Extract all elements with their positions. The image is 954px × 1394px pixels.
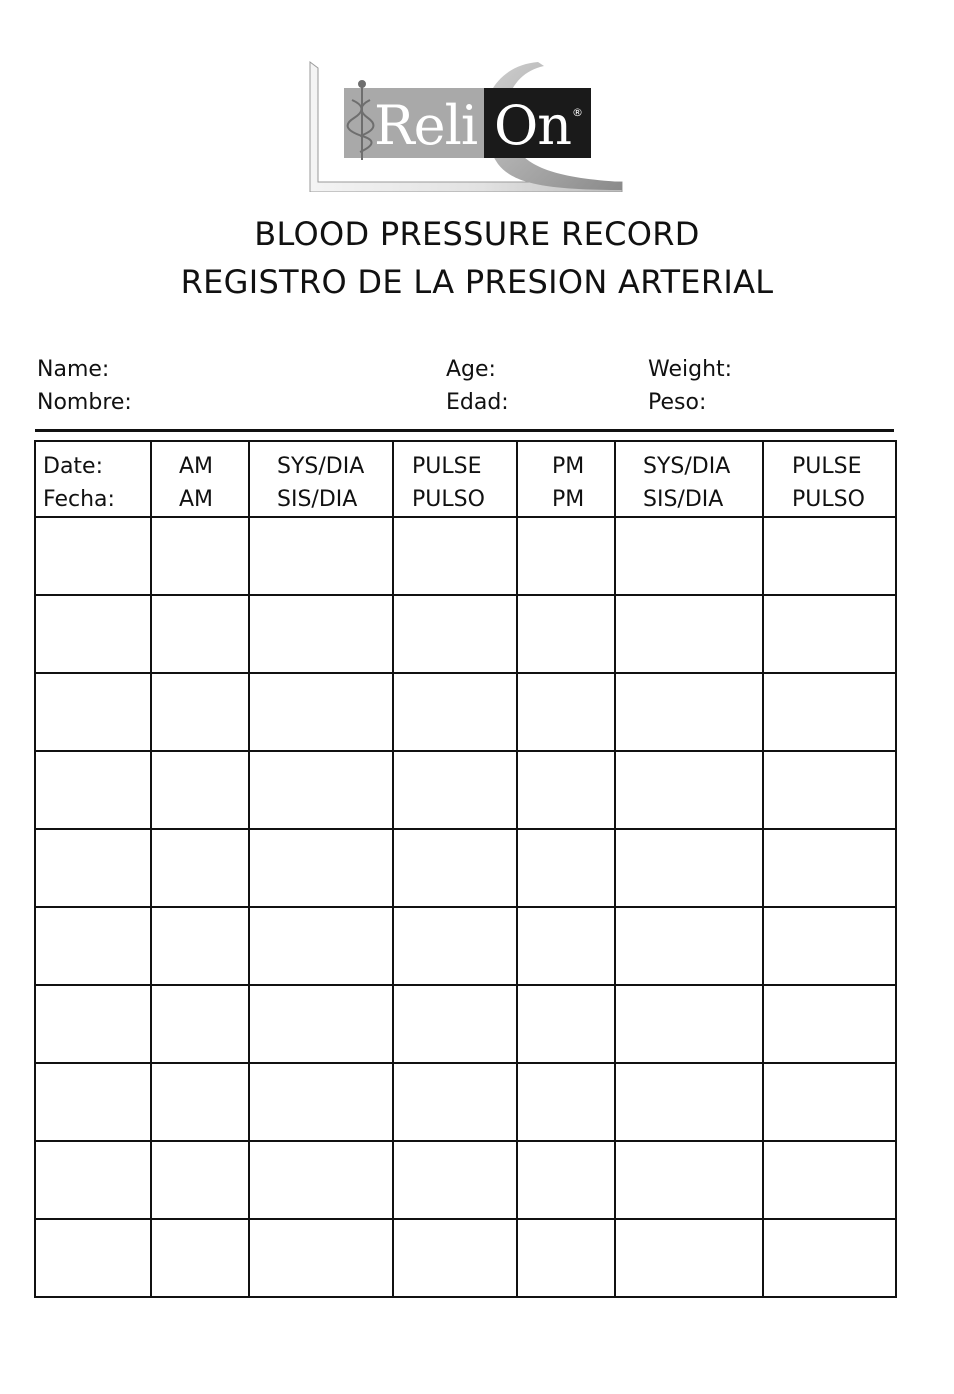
header-pm-pulse [763,441,896,517]
date-cell[interactable] [35,751,151,829]
date-cell[interactable] [35,1141,151,1219]
am-sys-dia-cell[interactable] [249,985,393,1063]
name-label-en: Name: [37,357,110,382]
weight-field[interactable] [648,353,732,419]
date-cell[interactable] [35,1219,151,1297]
logo-text-on: On [494,94,572,157]
am-cell[interactable] [151,595,249,673]
table-row [35,1141,896,1219]
am-sys-dia-cell[interactable] [249,517,393,595]
header-am-sys-dia [249,441,393,517]
header-am-es: AM [179,487,214,512]
page-title-spanish: REGISTRO DE LA PRESION ARTERIAL [180,263,774,301]
header-date-en: Date: [43,454,103,479]
am-cell[interactable] [151,1141,249,1219]
pm-pulse-cell[interactable] [763,1219,896,1297]
header-am-sys-dia-es: SIS/DIA [277,487,358,512]
pm-pulse-cell[interactable] [763,1141,896,1219]
header-am-pulse-en: PULSE [412,454,482,479]
pm-cell[interactable] [517,1141,615,1219]
am-cell[interactable] [151,751,249,829]
pm-sys-dia-cell[interactable] [615,907,763,985]
header-am [151,441,249,517]
am-pulse-cell[interactable] [393,595,517,673]
pm-sys-dia-cell[interactable] [615,595,763,673]
table-row [35,907,896,985]
am-sys-dia-cell[interactable] [249,1063,393,1141]
am-pulse-cell[interactable] [393,907,517,985]
table-row [35,1063,896,1141]
pm-cell[interactable] [517,985,615,1063]
pm-pulse-cell[interactable] [763,829,896,907]
am-pulse-cell[interactable] [393,985,517,1063]
am-sys-dia-cell[interactable] [249,595,393,673]
table-body [35,517,896,1297]
name-field[interactable] [37,353,132,419]
header-pm-sys-dia-en: SYS/DIA [643,454,731,479]
am-sys-dia-cell[interactable] [249,829,393,907]
registered-mark: ® [572,106,583,119]
pm-sys-dia-cell[interactable] [615,751,763,829]
pm-cell[interactable] [517,673,615,751]
pm-cell[interactable] [517,751,615,829]
am-sys-dia-cell[interactable] [249,1141,393,1219]
header-pm-pulse-es: PULSO [792,487,865,512]
am-sys-dia-cell[interactable] [249,907,393,985]
pm-sys-dia-cell[interactable] [615,517,763,595]
am-cell[interactable] [151,907,249,985]
am-pulse-cell[interactable] [393,829,517,907]
age-label-es: Edad: [446,390,509,415]
pm-sys-dia-cell[interactable] [615,985,763,1063]
am-cell[interactable] [151,673,249,751]
pm-cell[interactable] [517,517,615,595]
header-am-sys-dia-en: SYS/DIA [277,454,365,479]
pm-pulse-cell[interactable] [763,985,896,1063]
am-pulse-cell[interactable] [393,751,517,829]
am-cell[interactable] [151,829,249,907]
header-date [35,441,151,517]
am-cell[interactable] [151,985,249,1063]
pm-sys-dia-cell[interactable] [615,829,763,907]
header-am-pulse-es: PULSO [412,487,485,512]
table-row [35,985,896,1063]
pm-cell[interactable] [517,829,615,907]
am-pulse-cell[interactable] [393,517,517,595]
header-pm [517,441,615,517]
am-cell[interactable] [151,1063,249,1141]
header-date-es: Fecha: [43,487,115,512]
header-pm-es: PM [552,487,585,512]
pm-cell[interactable] [517,907,615,985]
pm-pulse-cell[interactable] [763,1063,896,1141]
pm-cell[interactable] [517,595,615,673]
date-cell[interactable] [35,907,151,985]
table-row [35,1219,896,1297]
name-label-es: Nombre: [37,390,132,415]
pm-pulse-cell[interactable] [763,517,896,595]
table-header-row [35,441,896,517]
date-cell[interactable] [35,673,151,751]
am-pulse-cell[interactable] [393,1141,517,1219]
age-field[interactable] [446,353,509,419]
date-cell[interactable] [35,985,151,1063]
am-cell[interactable] [151,1219,249,1297]
pm-sys-dia-cell[interactable] [615,1141,763,1219]
header-pm-en: PM [552,454,585,479]
logo-text-reli: Reli [374,94,478,157]
date-cell[interactable] [35,595,151,673]
blood-pressure-table [34,440,897,1298]
date-cell[interactable] [35,1063,151,1141]
pm-pulse-cell[interactable] [763,595,896,673]
pm-sys-dia-cell[interactable] [615,1063,763,1141]
date-cell[interactable] [35,517,151,595]
page-title-english: BLOOD PRESSURE RECORD [254,215,700,253]
table-row [35,595,896,673]
header-pm-sys-dia [615,441,763,517]
am-pulse-cell[interactable] [393,1063,517,1141]
table-row [35,517,896,595]
pm-cell[interactable] [517,1219,615,1297]
relion-logo [308,60,624,192]
pm-cell[interactable] [517,1063,615,1141]
pm-pulse-cell[interactable] [763,673,896,751]
am-pulse-cell[interactable] [393,673,517,751]
am-sys-dia-cell[interactable] [249,1219,393,1297]
am-pulse-cell[interactable] [393,1219,517,1297]
pm-sys-dia-cell[interactable] [615,673,763,751]
date-cell[interactable] [35,829,151,907]
am-sys-dia-cell[interactable] [249,751,393,829]
header-pm-pulse-en: PULSE [792,454,862,479]
pm-sys-dia-cell[interactable] [615,1219,763,1297]
table-row [35,829,896,907]
weight-label-es: Peso: [648,390,707,415]
am-sys-dia-cell[interactable] [249,673,393,751]
age-label-en: Age: [446,357,496,382]
pm-pulse-cell[interactable] [763,907,896,985]
table-row [35,751,896,829]
header-am-en: AM [179,454,214,479]
divider-rule [35,429,894,432]
table-row [35,673,896,751]
weight-label-en: Weight: [648,357,733,382]
pm-pulse-cell[interactable] [763,751,896,829]
am-cell[interactable] [151,517,249,595]
header-pm-sys-dia-es: SIS/DIA [643,487,724,512]
header-am-pulse [393,441,517,517]
